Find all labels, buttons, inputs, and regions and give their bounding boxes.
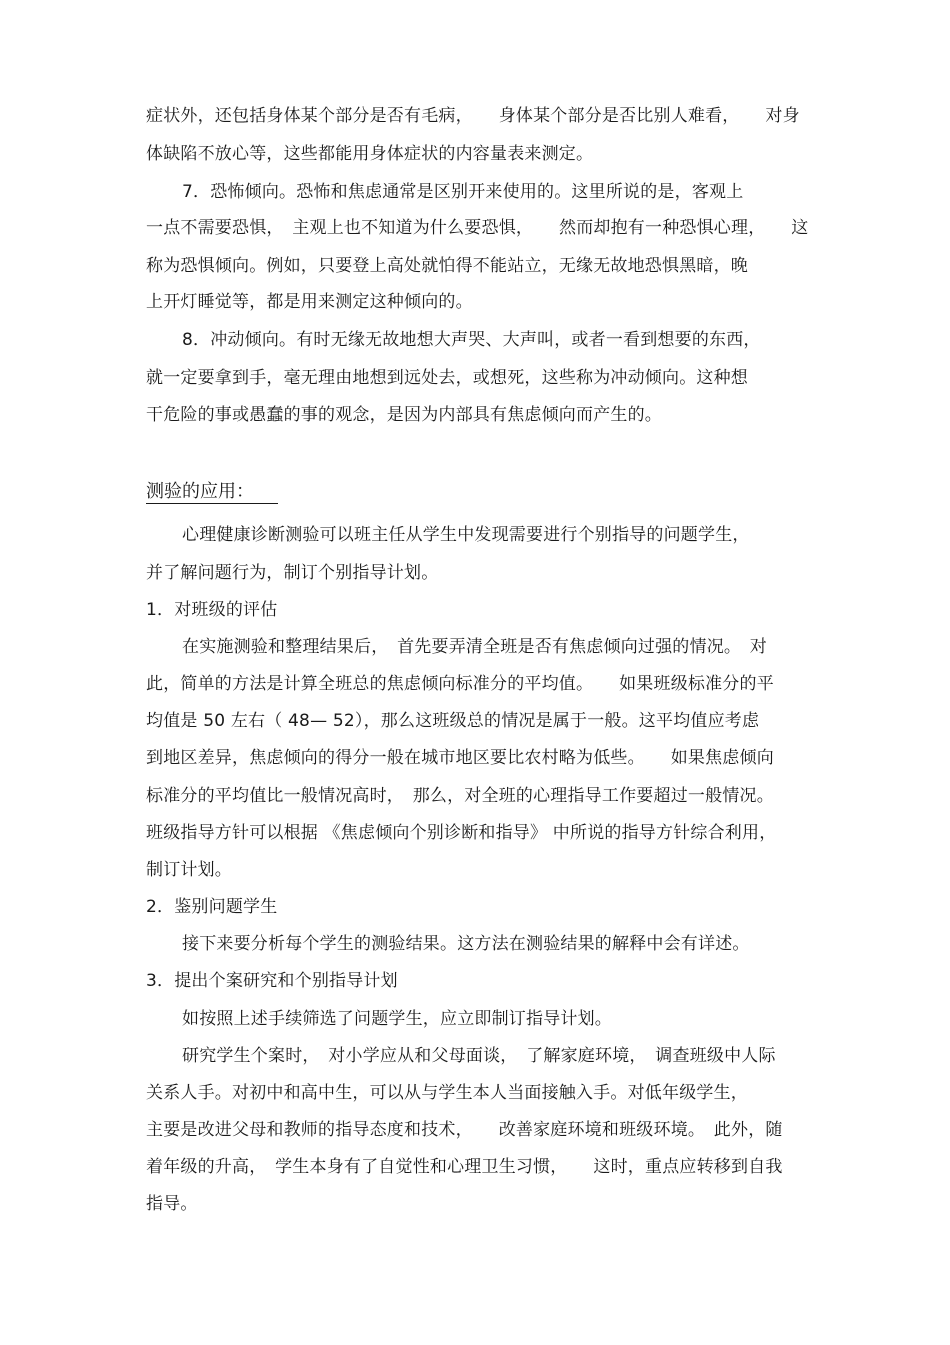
list-item-heading: 1．对班级的评估 bbox=[146, 600, 278, 620]
body-text-line: 称为恐惧倾向。例如，只要登上高处就怕得不能站立，无缘无故地恐惧黑暗，晚 bbox=[146, 256, 748, 276]
list-item-heading: 3．提出个案研究和个别指导计划 bbox=[146, 971, 398, 991]
body-text-line: 心理健康诊断测验可以班主任从学生中发现需要进行个别指导的问题学生， bbox=[182, 525, 750, 545]
body-text-line: 接下来要分析每个学生的测验结果。这方法在测验结果的解释中会有详述。 bbox=[182, 934, 750, 954]
section-heading: 测验的应用： bbox=[146, 481, 254, 502]
list-item-heading: 2．鉴别问题学生 bbox=[146, 897, 278, 917]
body-text-line: 研究学生个案时， 对小学应从和父母面谈， 了解家庭环境， 调查班级中人际 bbox=[182, 1046, 776, 1066]
body-text-line: 8．冲动倾向。有时无缘无故地想大声哭、大声叫，或者一看到想要的东西， bbox=[182, 330, 761, 350]
body-text-line: 上开灯睡觉等，都是用来测定这种倾向的。 bbox=[146, 292, 473, 312]
heading-underline bbox=[146, 503, 278, 504]
body-text-line: 到地区差异，焦虑倾向的得分一般在城市地区要比农村略为低些。 如果焦虑倾向 bbox=[146, 748, 774, 768]
body-text-line: 如按照上述手续筛选了问题学生，应立即制订指导计划。 bbox=[182, 1009, 612, 1029]
body-text-line: 一点不需要恐惧， 主观上也不知道为什么要恐惧， 然而却抱有一种恐惧心理， 这 bbox=[146, 218, 809, 238]
body-text-line: 关系人手。对初中和高中生，可以从与学生本人当面接触入手。对低年级学生， bbox=[146, 1083, 748, 1103]
body-text-line: 就一定要拿到手，毫无理由地想到远处去，或想死，这些称为冲动倾向。这种想 bbox=[146, 368, 748, 388]
body-text-line: 并了解问题行为，制订个别指导计划。 bbox=[146, 563, 439, 583]
body-text-line: 7．恐怖倾向。恐怖和焦虑通常是区别开来使用的。这里所说的是，客观上 bbox=[182, 182, 744, 202]
body-text-line: 此，简单的方法是计算全班总的焦虑倾向标准分的平均值。 如果班级标准分的平 bbox=[146, 674, 774, 694]
body-text-line: 指导。 bbox=[146, 1194, 198, 1214]
body-text-line: 体缺陷不放心等，这些都能用身体症状的内容量表来测定。 bbox=[146, 144, 594, 164]
body-text-line: 班级指导方针可以根据 《焦虑倾向个别诊断和指导》 中所说的指导方针综合利用， bbox=[146, 823, 777, 843]
body-text-line: 制订计划。 bbox=[146, 860, 232, 880]
body-text-line: 在实施测验和整理结果后， 首先要弄清全班是否有焦虑倾向过强的情况。 对 bbox=[182, 637, 767, 657]
body-text-line: 干危险的事或愚蠢的事的观念，是因为内部具有焦虑倾向而产生的。 bbox=[146, 405, 662, 425]
body-text-line: 标准分的平均值比一般情况高时， 那么，对全班的心理指导工作要超过一般情况。 bbox=[146, 786, 774, 806]
body-text-line: 均值是 50 左右（ 48— 52），那么这班级总的情况是属于一般。这平均值应考虑 bbox=[146, 711, 760, 731]
body-text-line: 主要是改进父母和教师的指导态度和技术， 改善家庭环境和班级环境。 此外，随 bbox=[146, 1120, 783, 1140]
body-text-line: 着年级的升高， 学生本身有了自觉性和心理卫生习惯， 这时，重点应转移到自我 bbox=[146, 1157, 783, 1177]
body-text-line: 症状外，还包括身体某个部分是否有毛病， 身体某个部分是否比别人难看， 对身 bbox=[146, 106, 800, 126]
